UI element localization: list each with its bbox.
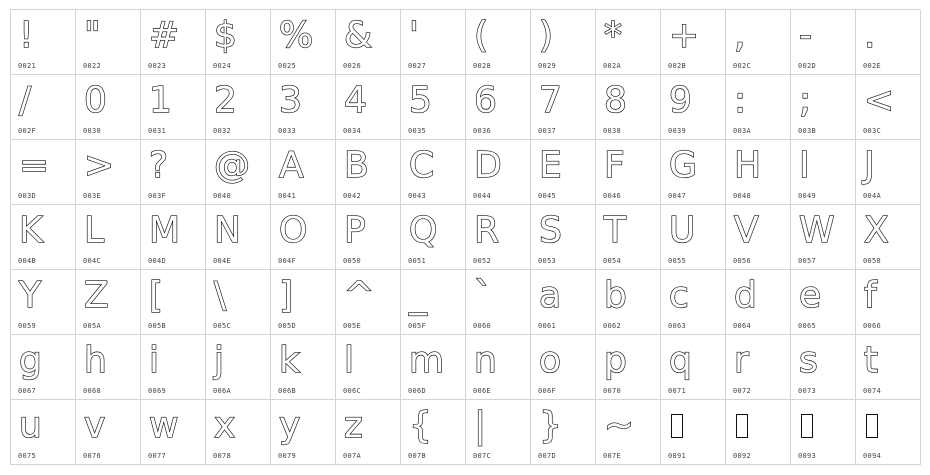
glyph-code: 0056: [733, 257, 752, 265]
glyph-code: 003B: [798, 127, 817, 135]
glyph-cell[interactable]: [531, 335, 596, 400]
glyph-cell[interactable]: [791, 75, 856, 140]
glyph-code: 006C: [343, 387, 362, 395]
glyph-code: 0049: [798, 192, 817, 200]
glyph-char: l: [344, 340, 355, 381]
glyph-cell[interactable]: [531, 400, 596, 465]
glyph-char: %: [279, 15, 314, 56]
glyph-cell[interactable]: [726, 75, 791, 140]
glyph-code: 0042: [343, 192, 362, 200]
glyph-code: 0047: [668, 192, 687, 200]
glyph-char: .: [864, 15, 876, 56]
glyph-char: x: [214, 405, 236, 446]
glyph-code: 0022: [83, 62, 102, 70]
glyph-code: 002E: [863, 62, 882, 70]
glyph-grid: [10, 9, 920, 465]
glyph-char: :: [734, 80, 747, 121]
glyph-cell[interactable]: [726, 140, 791, 205]
glyph-char: s: [799, 340, 818, 381]
glyph-char: J: [864, 145, 875, 186]
glyph-char: O: [279, 210, 308, 251]
glyph-cell[interactable]: [596, 335, 661, 400]
glyph-char: 7: [539, 80, 562, 121]
glyph-char: 1: [149, 80, 172, 121]
glyph-cell[interactable]: [141, 10, 206, 75]
glyph-code: 0079: [278, 452, 297, 460]
glyph-code: 0041: [278, 192, 297, 200]
glyph-char: #: [149, 15, 180, 56]
glyph-char: ): [539, 15, 554, 56]
glyph-char: V: [734, 210, 759, 251]
glyph-code: 007B: [408, 452, 427, 460]
glyph-code: 0092: [733, 452, 752, 460]
glyph-code: 005A: [83, 322, 102, 330]
glyph-cell[interactable]: [206, 10, 271, 75]
glyph-code: 007C: [473, 452, 492, 460]
glyph-char: v: [84, 405, 106, 446]
glyph-code: 0070: [603, 387, 622, 395]
glyph-cell[interactable]: [271, 140, 336, 205]
glyph-char: ~: [604, 405, 635, 446]
glyph-cell[interactable]: [141, 75, 206, 140]
glyph-code: 003A: [733, 127, 752, 135]
glyph-char: [: [149, 275, 164, 316]
glyph-char: -: [799, 15, 812, 56]
glyph-cell[interactable]: [466, 400, 531, 465]
glyph-code: 0093: [798, 452, 817, 460]
glyph-char: h: [84, 340, 107, 381]
glyph-cell[interactable]: [76, 140, 141, 205]
glyph-cell[interactable]: [271, 10, 336, 75]
glyph-cell[interactable]: [856, 140, 921, 205]
glyph-code: 0059: [18, 322, 37, 330]
glyph-cell[interactable]: [661, 335, 726, 400]
glyph-char: R: [474, 210, 500, 251]
glyph-cell[interactable]: [336, 400, 401, 465]
glyph-code: 003E: [83, 192, 102, 200]
glyph-char: m: [409, 340, 445, 381]
glyph-code: 0073: [798, 387, 817, 395]
glyph-code: 0048: [733, 192, 752, 200]
glyph-char: A: [279, 145, 304, 186]
glyph-code: 0072: [733, 387, 752, 395]
glyph-char: j: [214, 340, 225, 381]
glyph-cell[interactable]: [336, 205, 401, 270]
glyph-code: 0052: [473, 257, 492, 265]
glyph-char: B: [344, 145, 369, 186]
glyph-cell[interactable]: [856, 400, 921, 465]
glyph-code: 0068: [83, 387, 102, 395]
glyph-char: 9: [669, 80, 692, 121]
glyph-code: 005C: [213, 322, 232, 330]
glyph-code: 002F: [18, 127, 37, 135]
glyph-code: 0062: [603, 322, 622, 330]
glyph-code: 0094: [863, 452, 882, 460]
glyph-cell[interactable]: [76, 335, 141, 400]
glyph-cell[interactable]: [336, 10, 401, 75]
glyph-char: W: [799, 210, 835, 251]
glyph-char: 3: [279, 80, 302, 121]
glyph-code: 0069: [148, 387, 167, 395]
glyph-code: 005E: [343, 322, 362, 330]
glyph-cell[interactable]: [11, 270, 76, 335]
glyph-cell[interactable]: [466, 270, 531, 335]
glyph-cell[interactable]: [661, 75, 726, 140]
glyph-code: 0060: [473, 322, 492, 330]
glyph-cell[interactable]: [141, 335, 206, 400]
glyph-code: 004B: [18, 257, 37, 265]
glyph-char: N: [214, 210, 241, 251]
glyph-char: 2: [214, 80, 237, 121]
glyph-cell[interactable]: [76, 270, 141, 335]
glyph-code: 0035: [408, 127, 427, 135]
glyph-code: 004E: [213, 257, 232, 265]
glyph-cell[interactable]: [271, 400, 336, 465]
glyph-char: ": [84, 15, 101, 56]
glyph-code: 0037: [538, 127, 557, 135]
glyph-char: H: [734, 145, 762, 186]
glyph-cell[interactable]: [401, 270, 466, 335]
glyph-cell[interactable]: [726, 10, 791, 75]
glyph-char: 8: [604, 80, 627, 121]
glyph-char: o: [539, 340, 562, 381]
glyph-cell[interactable]: [141, 205, 206, 270]
glyph-code: 006B: [278, 387, 297, 395]
glyph-cell[interactable]: [531, 75, 596, 140]
glyph-char: ;: [799, 80, 812, 121]
glyph-code: 0036: [473, 127, 492, 135]
glyph-cell[interactable]: [596, 400, 661, 465]
glyph-cell[interactable]: [76, 400, 141, 465]
missing-glyph-box: [801, 414, 813, 438]
glyph-code: 0033: [278, 127, 297, 135]
glyph-code: 0075: [18, 452, 37, 460]
glyph-char: z: [344, 405, 363, 446]
glyph-char: T: [604, 210, 626, 251]
glyph-char: @: [214, 145, 250, 186]
glyph-cell[interactable]: [791, 10, 856, 75]
missing-glyph-box: [671, 414, 683, 438]
glyph-cell[interactable]: [726, 400, 791, 465]
glyph-char: i: [149, 340, 160, 381]
glyph-char: $: [214, 15, 237, 56]
glyph-code: 0066: [863, 322, 882, 330]
glyph-code: 0043: [408, 192, 427, 200]
glyph-code: 0028: [473, 62, 492, 70]
glyph-char: g: [19, 340, 42, 381]
glyph-code: 0038: [603, 127, 622, 135]
glyph-char: <: [864, 80, 895, 121]
glyph-cell[interactable]: [11, 140, 76, 205]
glyph-cell[interactable]: [141, 400, 206, 465]
glyph-code: 0027: [408, 62, 427, 70]
glyph-char: F: [604, 145, 625, 186]
glyph-cell[interactable]: [661, 10, 726, 75]
glyph-cell[interactable]: [401, 400, 466, 465]
glyph-char: *: [604, 15, 622, 56]
glyph-code: 006A: [213, 387, 232, 395]
glyph-code: 0065: [798, 322, 817, 330]
glyph-code: 0024: [213, 62, 232, 70]
glyph-char: q: [669, 340, 692, 381]
glyph-code: 0074: [863, 387, 882, 395]
glyph-char: 6: [474, 80, 497, 121]
glyph-code: 004F: [278, 257, 297, 265]
glyph-code: 0091: [668, 452, 687, 460]
glyph-char: w: [149, 405, 179, 446]
glyph-cell[interactable]: [206, 140, 271, 205]
glyph-char: M: [149, 210, 181, 251]
glyph-char: u: [19, 405, 42, 446]
glyph-char: _: [409, 275, 427, 316]
glyph-cell[interactable]: [531, 205, 596, 270]
glyph-code: 0050: [343, 257, 362, 265]
glyph-code: 003F: [148, 192, 167, 200]
glyph-cell[interactable]: [726, 335, 791, 400]
glyph-cell[interactable]: [336, 75, 401, 140]
glyph-char: (: [474, 15, 489, 56]
glyph-char: c: [669, 275, 689, 316]
glyph-code: 007D: [538, 452, 557, 460]
glyph-cell[interactable]: [661, 205, 726, 270]
glyph-cell[interactable]: [141, 270, 206, 335]
glyph-cell[interactable]: [336, 270, 401, 335]
glyph-char: /: [19, 80, 32, 121]
glyph-code: 002B: [668, 62, 687, 70]
glyph-code: 005F: [408, 322, 427, 330]
glyph-code: 0021: [18, 62, 37, 70]
glyph-code: 002A: [603, 62, 622, 70]
glyph-char: r: [734, 340, 749, 381]
glyph-code: 007A: [343, 452, 362, 460]
glyph-cell[interactable]: [271, 205, 336, 270]
glyph-cell[interactable]: [401, 335, 466, 400]
glyph-cell[interactable]: [596, 75, 661, 140]
glyph-cell[interactable]: [206, 75, 271, 140]
glyph-code: 005D: [278, 322, 297, 330]
glyph-code: 0053: [538, 257, 557, 265]
glyph-char: >: [84, 145, 115, 186]
glyph-char: S: [539, 210, 562, 251]
glyph-cell[interactable]: [791, 140, 856, 205]
glyph-cell[interactable]: [271, 75, 336, 140]
missing-glyph-box: [866, 414, 878, 438]
glyph-cell[interactable]: [596, 140, 661, 205]
glyph-char: d: [734, 275, 757, 316]
glyph-code: 0045: [538, 192, 557, 200]
glyph-cell[interactable]: [206, 205, 271, 270]
glyph-code: 0076: [83, 452, 102, 460]
glyph-code: 0055: [668, 257, 687, 265]
glyph-cell[interactable]: [466, 75, 531, 140]
glyph-cell[interactable]: [76, 10, 141, 75]
glyph-char: Y: [19, 275, 41, 316]
glyph-cell[interactable]: [206, 400, 271, 465]
glyph-char: {: [409, 405, 432, 446]
glyph-code: 004A: [863, 192, 882, 200]
glyph-code: 0039: [668, 127, 687, 135]
glyph-char: 0: [84, 80, 107, 121]
glyph-cell[interactable]: [726, 205, 791, 270]
glyph-code: 0032: [213, 127, 232, 135]
glyph-code: 0054: [603, 257, 622, 265]
glyph-char: Q: [409, 210, 438, 251]
glyph-code: 0026: [343, 62, 362, 70]
glyph-char: f: [864, 275, 877, 316]
glyph-cell[interactable]: [271, 270, 336, 335]
glyph-char: 4: [344, 80, 367, 121]
glyph-char: 5: [409, 80, 432, 121]
glyph-code: 004C: [83, 257, 102, 265]
glyph-code: 0040: [213, 192, 232, 200]
glyph-char: P: [344, 210, 366, 251]
glyph-cell[interactable]: [791, 400, 856, 465]
glyph-cell[interactable]: [531, 270, 596, 335]
glyph-code: 0067: [18, 387, 37, 395]
glyph-char: G: [669, 145, 697, 186]
glyph-cell[interactable]: [596, 205, 661, 270]
glyph-char: U: [669, 210, 696, 251]
glyph-code: 0029: [538, 62, 557, 70]
glyph-cell[interactable]: [661, 400, 726, 465]
glyph-char: e: [799, 275, 822, 316]
glyph-code: 007E: [603, 452, 622, 460]
glyph-char: b: [604, 275, 627, 316]
glyph-cell[interactable]: [791, 335, 856, 400]
glyph-code: 0044: [473, 192, 492, 200]
glyph-code: 002D: [798, 62, 817, 70]
glyph-cell[interactable]: [791, 205, 856, 270]
glyph-char: +: [669, 15, 700, 56]
glyph-cell[interactable]: [336, 140, 401, 205]
glyph-cell[interactable]: [856, 10, 921, 75]
glyph-cell[interactable]: [11, 400, 76, 465]
glyph-cell[interactable]: [11, 10, 76, 75]
glyph-cell[interactable]: [401, 140, 466, 205]
glyph-code: 0078: [213, 452, 232, 460]
glyph-char: ]: [279, 275, 294, 316]
glyph-cell[interactable]: [466, 205, 531, 270]
glyph-char: k: [279, 340, 300, 381]
glyph-char: K: [19, 210, 43, 251]
glyph-code: 0030: [83, 127, 102, 135]
glyph-code: 006F: [538, 387, 557, 395]
glyph-cell[interactable]: [11, 75, 76, 140]
glyph-cell[interactable]: [141, 140, 206, 205]
glyph-cell[interactable]: [791, 270, 856, 335]
glyph-char: =: [19, 145, 50, 186]
glyph-cell[interactable]: [11, 205, 76, 270]
glyph-code: 0051: [408, 257, 427, 265]
glyph-code: 004D: [148, 257, 167, 265]
glyph-char: ': [409, 15, 419, 56]
glyph-char: p: [604, 340, 627, 381]
glyph-cell[interactable]: [11, 335, 76, 400]
glyph-cell[interactable]: [661, 270, 726, 335]
glyph-cell[interactable]: [336, 335, 401, 400]
glyph-cell[interactable]: [466, 335, 531, 400]
glyph-cell[interactable]: [401, 205, 466, 270]
glyph-cell[interactable]: [401, 10, 466, 75]
glyph-cell[interactable]: [531, 140, 596, 205]
glyph-code: 005B: [148, 322, 167, 330]
glyph-code: 006D: [408, 387, 427, 395]
glyph-char: |: [474, 405, 487, 446]
glyph-code: 0071: [668, 387, 687, 395]
glyph-char: I: [799, 145, 810, 186]
glyph-cell[interactable]: [271, 335, 336, 400]
glyph-code: 0063: [668, 322, 687, 330]
glyph-cell[interactable]: [661, 140, 726, 205]
glyph-code: 006E: [473, 387, 492, 395]
glyph-code: 003C: [863, 127, 882, 135]
glyph-code: 0023: [148, 62, 167, 70]
glyph-cell[interactable]: [726, 270, 791, 335]
glyph-code: 0061: [538, 322, 557, 330]
glyph-char: ?: [149, 145, 169, 186]
glyph-char: ,: [734, 15, 746, 56]
glyph-code: 0031: [148, 127, 167, 135]
glyph-cell[interactable]: [401, 75, 466, 140]
glyph-cell[interactable]: [531, 10, 596, 75]
glyph-code: 0034: [343, 127, 362, 135]
glyph-cell[interactable]: [596, 270, 661, 335]
glyph-cell[interactable]: [76, 205, 141, 270]
glyph-char: a: [539, 275, 562, 316]
glyph-char: L: [84, 210, 105, 251]
glyph-char: y: [279, 405, 301, 446]
glyph-cell[interactable]: [466, 10, 531, 75]
glyph-char: `: [474, 275, 492, 316]
glyph-cell[interactable]: [856, 335, 921, 400]
glyph-code: 0046: [603, 192, 622, 200]
glyph-char: E: [539, 145, 562, 186]
glyph-cell[interactable]: [856, 205, 921, 270]
glyph-char: }: [539, 405, 562, 446]
glyph-char: Z: [84, 275, 109, 316]
glyph-cell[interactable]: [856, 75, 921, 140]
glyph-char: t: [864, 340, 879, 381]
glyph-code: 0064: [733, 322, 752, 330]
glyph-char: D: [474, 145, 502, 186]
glyph-code: 0058: [863, 257, 882, 265]
glyph-code: 0025: [278, 62, 297, 70]
glyph-char: \: [214, 275, 227, 316]
glyph-char: &: [344, 15, 373, 56]
glyph-cell[interactable]: [206, 270, 271, 335]
glyph-char: ^: [344, 275, 375, 316]
glyph-code: 002C: [733, 62, 752, 70]
glyph-char: n: [474, 340, 497, 381]
glyph-cell[interactable]: [76, 75, 141, 140]
glyph-char: !: [19, 15, 34, 56]
glyph-char: X: [864, 210, 889, 251]
glyph-code: 003D: [18, 192, 37, 200]
glyph-cell[interactable]: [206, 335, 271, 400]
missing-glyph-box: [736, 414, 748, 438]
glyph-cell[interactable]: [466, 140, 531, 205]
glyph-cell[interactable]: [596, 10, 661, 75]
glyph-cell[interactable]: [856, 270, 921, 335]
glyph-char: C: [409, 145, 435, 186]
glyph-code: 0077: [148, 452, 167, 460]
glyph-code: 0057: [798, 257, 817, 265]
